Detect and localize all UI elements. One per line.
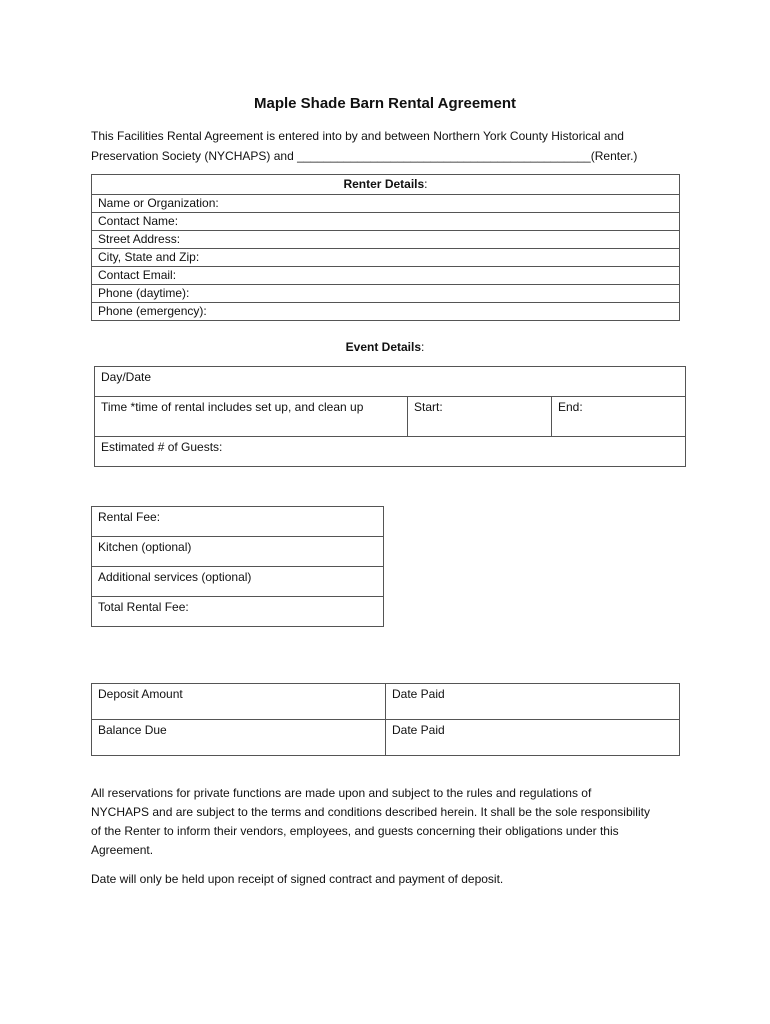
field-kitchen-optional[interactable]: Kitchen (optional) bbox=[92, 537, 384, 567]
field-contact-email[interactable]: Contact Email: bbox=[92, 267, 680, 285]
intro-line-2: Preservation Society (NYCHAPS) and ____________________________________________(Renter.) bbox=[91, 149, 638, 163]
field-name-organization[interactable]: Name or Organization: bbox=[92, 195, 680, 213]
field-balance-due[interactable]: Balance Due bbox=[92, 720, 386, 756]
field-city-state-zip[interactable]: City, State and Zip: bbox=[92, 249, 680, 267]
event-details-heading: Event Details: bbox=[345, 340, 425, 354]
field-start-time[interactable]: Start: bbox=[408, 397, 552, 437]
field-time-label: Time *time of rental includes set up, and clean up bbox=[95, 397, 408, 437]
terms-line-1: All reservations for private functions are made upon and subject to the rules and regulations of bbox=[91, 786, 592, 800]
field-phone-daytime[interactable]: Phone (daytime): bbox=[92, 285, 680, 303]
document-title: Maple Shade Barn Rental Agreement bbox=[253, 95, 516, 112]
terms-paragraph bbox=[91, 784, 691, 860]
renter-details-heading: Renter Details: bbox=[92, 175, 680, 195]
fees-table bbox=[91, 506, 384, 627]
deposit-table bbox=[91, 683, 680, 756]
field-estimated-guests[interactable]: Estimated # of Guests: bbox=[95, 437, 686, 467]
intro-line-1: This Facilities Rental Agreement is entered into by and between Northern York County Historical and bbox=[91, 129, 624, 143]
field-balance-date-paid[interactable]: Date Paid bbox=[386, 720, 680, 756]
field-rental-fee[interactable]: Rental Fee: bbox=[92, 507, 384, 537]
field-deposit-amount[interactable]: Deposit Amount bbox=[92, 684, 386, 720]
field-contact-name[interactable]: Contact Name: bbox=[92, 213, 680, 231]
field-additional-services[interactable]: Additional services (optional) bbox=[92, 567, 384, 597]
renter-details-table bbox=[91, 174, 680, 321]
field-deposit-date-paid[interactable]: Date Paid bbox=[386, 684, 680, 720]
terms-line-3: of the Renter to inform their vendors, employees, and guests concerning their obligations under this bbox=[91, 824, 619, 838]
intro-paragraph bbox=[91, 126, 691, 166]
field-day-date[interactable]: Day/Date bbox=[95, 367, 686, 397]
terms-line-2: NYCHAPS and are subject to the terms and conditions described herein. It shall be the sole responsibility bbox=[91, 805, 650, 819]
field-street-address[interactable]: Street Address: bbox=[92, 231, 680, 249]
deposit-note: Date will only be held upon receipt of signed contract and payment of deposit. bbox=[91, 872, 504, 886]
field-phone-emergency[interactable]: Phone (emergency): bbox=[92, 303, 680, 321]
terms-line-4: Agreement. bbox=[91, 843, 154, 857]
field-total-rental-fee[interactable]: Total Rental Fee: bbox=[92, 597, 384, 627]
event-details-table bbox=[94, 366, 686, 467]
field-end-time[interactable]: End: bbox=[552, 397, 686, 437]
